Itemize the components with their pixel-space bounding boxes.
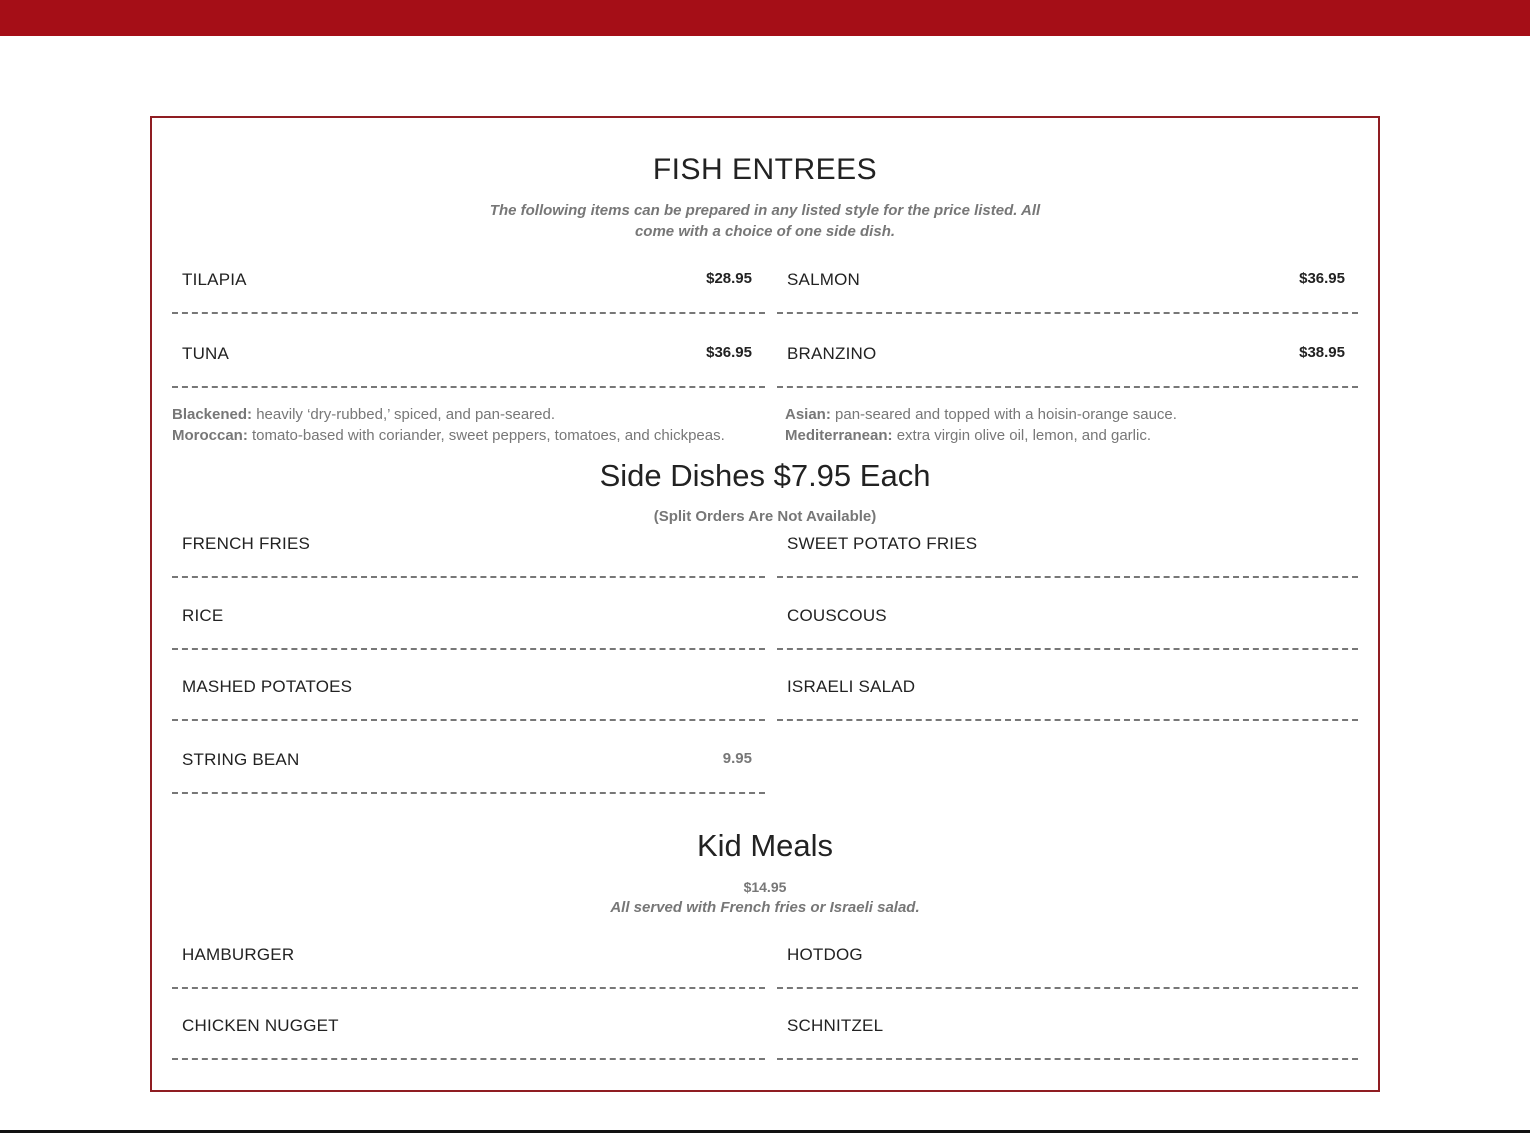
menu-item xyxy=(172,254,765,314)
item-name: MASHED POTATOES xyxy=(182,677,353,696)
menu-item xyxy=(172,590,765,650)
menu-item xyxy=(777,328,1358,388)
style-description xyxy=(172,404,555,425)
item-name: COUSCOUS xyxy=(787,606,887,625)
kids-price: $14.95 xyxy=(743,879,787,895)
menu-panel xyxy=(150,116,1380,1092)
menu-item xyxy=(777,1000,1358,1060)
item-price: $38.95 xyxy=(1299,344,1345,361)
style-description xyxy=(785,404,1177,425)
menu-item xyxy=(172,328,765,388)
item-name: SWEET POTATO FRIES xyxy=(787,534,978,553)
style-description xyxy=(172,425,725,446)
item-price: $28.95 xyxy=(706,270,752,287)
style-desc: heavily ‘dry-rubbed,’ spiced, and pan-seared. xyxy=(256,406,556,423)
style-label: Mediterranean: xyxy=(785,427,893,444)
style-desc: extra virgin olive oil, lemon, and garlic. xyxy=(896,427,1151,444)
menu-item xyxy=(777,518,1358,578)
item-name: SALMON xyxy=(787,270,860,289)
menu-item xyxy=(777,254,1358,314)
style-label: Moroccan: xyxy=(172,427,248,444)
item-name: STRING BEAN xyxy=(182,750,300,769)
menu-item xyxy=(777,590,1358,650)
item-name: HAMBURGER xyxy=(182,945,295,964)
kids-section-note: All served with French fries or Israeli salad. xyxy=(610,899,920,916)
style-desc: pan-seared and topped with a hoisin-orange sauce. xyxy=(835,406,1177,423)
item-name: CHICKEN NUGGET xyxy=(182,1016,339,1035)
item-price: $36.95 xyxy=(1299,270,1345,287)
item-name: SCHNITZEL xyxy=(787,1016,884,1035)
style-desc: tomato-based with coriander, sweet peppers, tomatoes, and chickpeas. xyxy=(252,427,725,444)
menu-item xyxy=(777,661,1358,721)
item-name: FRENCH FRIES xyxy=(182,534,311,553)
item-name: HOTDOG xyxy=(787,945,863,964)
item-name: RICE xyxy=(182,606,224,625)
fish-section-note: The following items can be prepared in any listed style for the price listed. All come with a choice of one side dish. xyxy=(489,202,1041,240)
style-description xyxy=(785,425,1151,446)
menu-item xyxy=(172,518,765,578)
item-price: 9.95 xyxy=(722,750,752,767)
item-price: $36.95 xyxy=(706,344,752,361)
menu-item xyxy=(172,734,765,794)
fish-section-title: FISH ENTREES xyxy=(652,153,878,186)
kids-section-title: Kid Meals xyxy=(696,828,834,863)
menu-item xyxy=(777,929,1358,989)
sides-section-title: Side Dishes $7.95 Each xyxy=(599,458,931,493)
menu-item xyxy=(172,661,765,721)
item-name: TUNA xyxy=(182,344,230,363)
item-name: BRANZINO xyxy=(787,344,877,363)
menu-item xyxy=(172,1000,765,1060)
item-name: TILAPIA xyxy=(182,270,247,289)
menu-item xyxy=(172,929,765,989)
item-name: ISRAELI SALAD xyxy=(787,677,916,696)
sides-section-note: (Split Orders Are Not Available) xyxy=(653,508,877,525)
top-banner xyxy=(0,0,1530,36)
style-label: Blackened: xyxy=(172,406,253,423)
style-label: Asian: xyxy=(785,406,831,423)
